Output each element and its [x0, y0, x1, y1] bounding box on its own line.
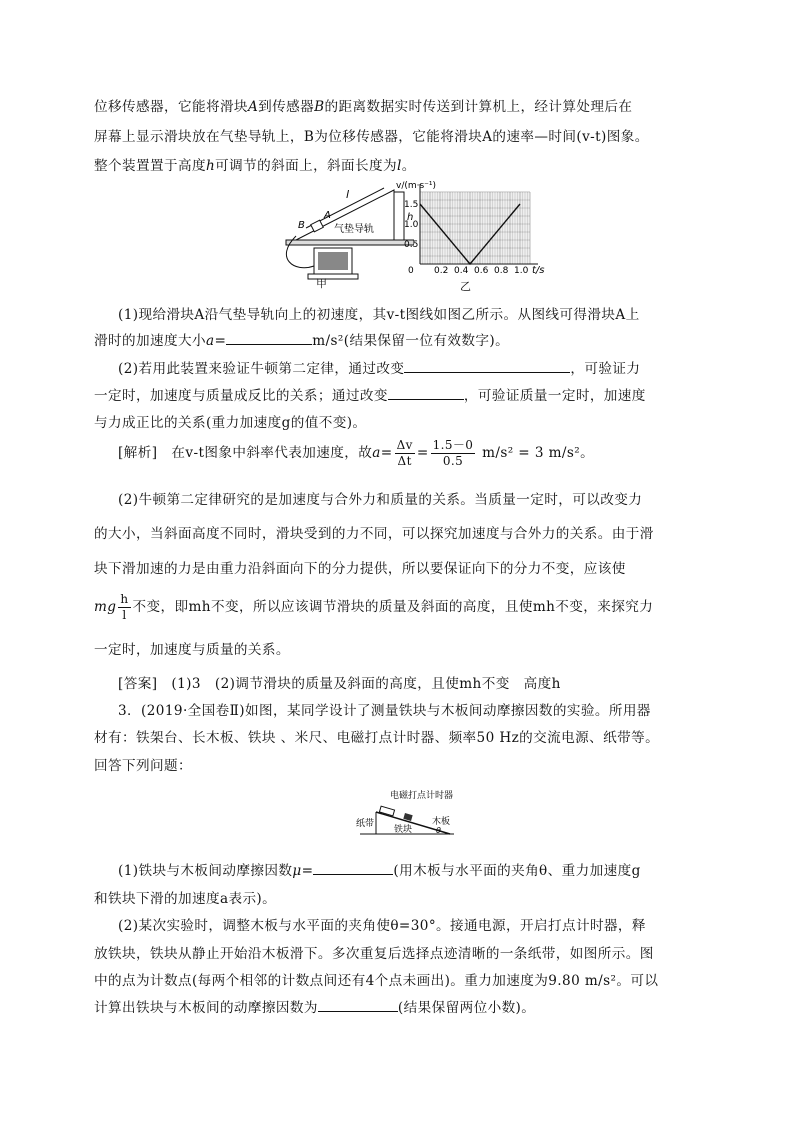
incline-apparatus-figure: [354, 780, 464, 840]
intro-line-2: 屏幕上显示滑块放在气垫导轨上，B为位移传感器，它能将滑块A的速率—时间(v-t)图象。: [94, 129, 649, 145]
x-axis-label: t/s: [532, 265, 545, 276]
answer-blank-q2-1[interactable]: [404, 360, 570, 373]
intro-line-3: 整个装置置于高度h可调节的斜面上，斜面长度为l。: [94, 158, 416, 174]
x-tick-label: 0.8: [494, 266, 509, 276]
answer-blank-a[interactable]: [226, 332, 312, 345]
label-l: l: [346, 188, 350, 201]
analysis-line-1: [解析] 在v-t图象中斜率代表加速度，故a= $\frac{\Delta v}{\Delta t}$ = $\frac{1.5-0}{0.5}$ m/s² = 3 m/s²。: [118, 438, 595, 468]
caption-yi: 乙: [460, 280, 471, 293]
board-label: 木板: [432, 817, 451, 827]
q2-line-3: 与力成正比的关系(重力加速度g的值不变)。: [94, 415, 367, 431]
tape-label: 纸带: [356, 819, 375, 829]
label-b: B: [298, 220, 305, 231]
chart-grid: [420, 192, 530, 264]
q1-line-2: 滑时的加速度大小a= m/s²(结果保留一位有效数字)。: [94, 333, 510, 349]
answer-blank-q2-2[interactable]: [388, 387, 464, 400]
y-tick-label: 1.0: [404, 220, 419, 230]
problem3-line-3: 回答下列问题：: [94, 758, 192, 774]
q3-1-line-1: (1)铁块与木板间动摩擦因数μ= (用木板与水平面的夹角θ、重力加速度g: [118, 863, 641, 879]
q3-2-line-1: (2)某次实验时，调整木板与水平面的夹角使θ=30°。接通电源，开启打点计时器，释: [118, 918, 646, 934]
analysis-line-2: (2)牛顿第二定律研究的是加速度与合外力和质量的关系。当质量一定时，可以改变力: [118, 492, 643, 508]
analysis-tag: [解析]: [118, 445, 158, 461]
label-h: h: [407, 212, 414, 223]
label-a: A: [324, 210, 331, 221]
x-tick-label: 0: [408, 266, 414, 276]
air-track-label: 气垫导轨: [334, 224, 374, 235]
vt-chart: [380, 178, 550, 278]
problem3-line-1: 3．(2019·全国卷Ⅱ)如图，某同学设计了测量铁块与木板间动摩擦因数的实验。所用器: [118, 703, 651, 719]
angle-label: θ: [436, 826, 441, 835]
block-label: 铁块: [394, 825, 413, 835]
computer-screen: [318, 252, 348, 270]
answer-line: [答案] (1)3 (2)调节滑块的质量及斜面的高度，且使mh不变 高度h: [118, 676, 561, 692]
analysis-line-3: 的大小，当斜面高度不同时，滑块受到的力不同，可以探究加速度与合外力的关系。由于滑: [94, 526, 654, 542]
intro-line-1: 位移传感器，它能将滑块A到传感器B的距离数据实时传送到计算机上，经计算处理后在: [94, 99, 633, 115]
problem3-line-2: 材有：铁架台、长木板、铁块 、米尺、电磁打点计时器、频率50 Hz的交流电源、纸带等。: [94, 730, 660, 746]
y-tick-label: 1.5: [404, 200, 419, 210]
x-tick-label: 0.6: [474, 266, 489, 276]
q3-2-line-4: 计算出铁块与木板间的动摩擦因数为 (结果保留两位小数)。: [94, 1000, 536, 1016]
q2-line-2: 一定时，加速度与质量成反比的关系；通过改变 ，可验证质量一定时，加速度: [94, 388, 646, 404]
analysis-line-4: 块下滑加速的力是由重力沿斜面向下的分力提供，所以要保证向下的分力不变，应该使: [94, 561, 626, 577]
x-tick-label: 0.4: [454, 266, 469, 276]
q3-2-line-2: 放铁块，铁块从静止开始沿木板滑下。多次重复后选择点迹清晰的一条纸带，如图所示。图: [94, 946, 654, 962]
answer-blank-mu[interactable]: [313, 862, 393, 875]
q3-2-line-3: 中的点为计数点(每两个相邻的计数点间还有4个点未画出)。重力加速度为9.80 m/s²。可以: [94, 973, 659, 989]
y-tick-label: 0.5: [404, 240, 419, 250]
q3-1-line-2: 和铁块下滑的加速度a表示)。: [94, 891, 277, 907]
timer-label: 电磁打点计时器: [390, 791, 454, 801]
q2-line-1: (2)若用此装置来验证牛顿第二定律，通过改变 ，可验证力: [118, 361, 641, 377]
answer-tag: [答案]: [118, 676, 158, 692]
answer-blank-friction[interactable]: [318, 999, 398, 1012]
analysis-line-6: 一定时，加速度与质量的关系。: [94, 642, 290, 658]
x-tick-label: 1.0: [514, 266, 529, 276]
x-tick-label: 0.2: [434, 266, 449, 276]
analysis-line-5: mg $\frac{h}{l}$ 不变，即mh不变，所以应该调节滑块的质量及斜面的高度，且使mh不变，来探究力: [94, 592, 654, 622]
q1-line-1: (1)现给滑块A沿气垫导轨向上的初速度，其v-t图线如图乙所示。从图线可得滑块A上: [118, 307, 640, 323]
chart-title: v/(m·s⁻¹): [396, 181, 437, 191]
caption-jia: 甲: [316, 277, 327, 290]
